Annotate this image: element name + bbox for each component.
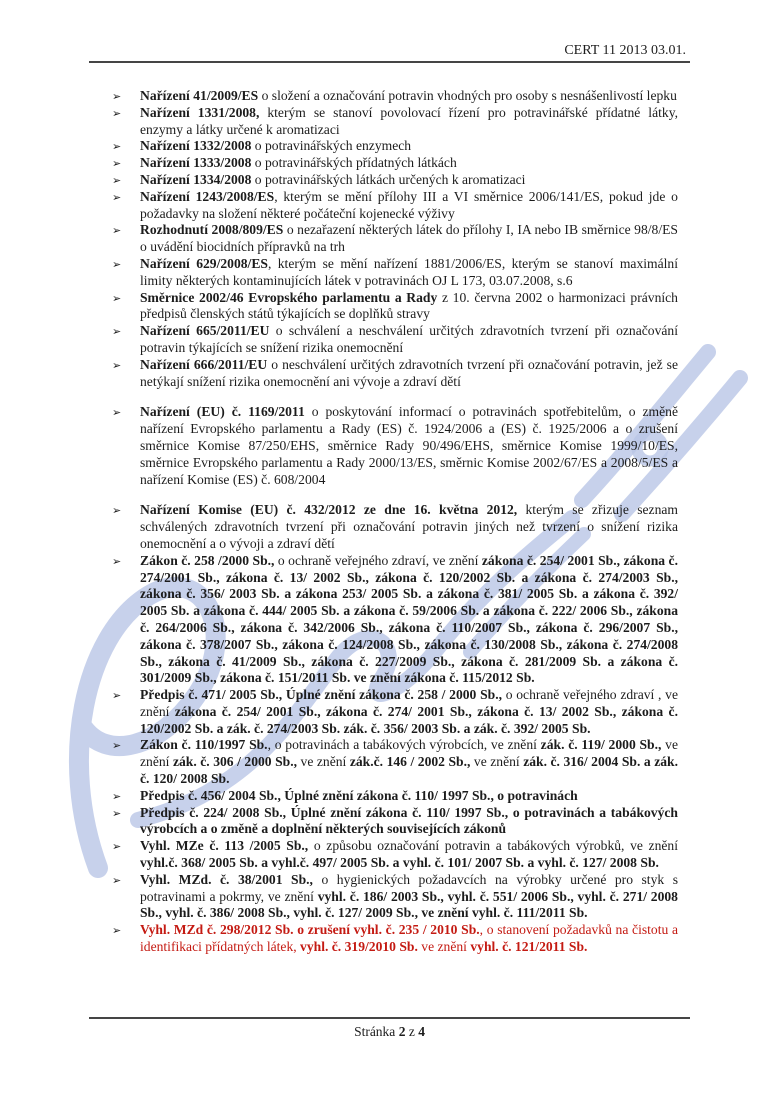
doc-code: CERT 11 2013 03.01. — [564, 43, 686, 58]
footer-separator: z — [405, 1024, 419, 1039]
list-item-text: Nařízení 1331/2008, kterým se stanoví povolovací řízení pro potravinářské přídatné látky, enzymy a látky určené k aromatizaci — [140, 104, 678, 137]
list-item — [89, 404, 690, 488]
list-bullet-icon: ➢ — [112, 789, 122, 803]
list-item-text: Nařízení 666/2011/EU o neschválení určitých zdravotních tvrzení při označování potravin, jež se netýkají snížení rizika onemocnění ani vývoje a zdraví dětí — [140, 356, 678, 389]
list-bullet-icon: ➢ — [112, 291, 122, 305]
list-item — [89, 323, 690, 357]
list-item-text: Nařízení 1334/2008 o potravinářských látkách určených k aromatizaci — [140, 171, 526, 187]
list-bullet-icon: ➢ — [112, 739, 122, 753]
list-item-text: Nařízení 665/2011/EU o schválení a neschválení určitých zdravotních tvrzení při označování potravin týkajících se snížení rizika onemocnění — [140, 323, 678, 355]
list-item — [89, 138, 690, 155]
list-bullet-icon: ➢ — [112, 257, 122, 271]
list-item — [89, 189, 690, 223]
list-item — [89, 290, 690, 324]
list-item — [89, 222, 690, 256]
list-item — [89, 838, 690, 872]
list-item — [89, 172, 690, 189]
list-item — [89, 256, 690, 290]
list-item — [89, 105, 690, 139]
list-bullet-icon: ➢ — [112, 325, 122, 339]
list-item — [89, 88, 690, 105]
list-item-text: Nařízení (EU) č. 1169/2011 o poskytování informací o potravinách spotřebitelům, o změně nařízení Evropského parlamentu a Rady (ES) č. 1924/2006 a (ES) č. 1925/2006 a o zrušení směrnice Komise 87/250/EHS, směrnice Rady 90/496/EHS, směrnice Komise 1999/10/ES, směrnice Evropského parlamentu a Rady 2000/13/ES, směrnic Komise 2002/67/ES a 2008/5/ES a nařízení Komise (ES) č. 608/2004 — [140, 404, 678, 487]
list-item-text: Předpis č. 471/ 2005 Sb., Úplné znění zákona č. 258 / 2000 Sb., o ochraně veřejného zdraví , ve znění zákona č. 254/ 2001 Sb., zákona č. 274/ 2001 Sb., zákona č. 13/ 2002 Sb., zákona č. 120/2002 Sb. a zák. č. 274/2003 Sb. zák. č. 356/ 2003 Sb. a zák. č. 392/ 2005 Sb. — [140, 687, 678, 736]
list-bullet-icon: ➢ — [112, 924, 122, 938]
list-bullet-icon: ➢ — [112, 689, 122, 703]
list-bullet-icon: ➢ — [112, 157, 122, 171]
list-item — [89, 687, 690, 737]
list-item — [89, 805, 690, 839]
list-item — [89, 553, 690, 687]
list-item — [89, 788, 690, 805]
list-item-text: Nařízení Komise (EU) č. 432/2012 ze dne 16. května 2012, kterým se zřizuje seznam schválených zdravotních tvrzení při označování potravin jiných než tvrzení o snížení rizika onemocnění a o vývoji a zdraví dětí — [140, 502, 678, 551]
list-item-text: Nařízení 1333/2008 o potravinářských přídatných látkách — [140, 155, 457, 171]
list-bullet-icon: ➢ — [112, 873, 122, 887]
list-bullet-icon: ➢ — [112, 140, 122, 154]
list-item — [89, 155, 690, 172]
list-item-text: Nařízení 1243/2008/ES, kterým se mění přílohy III a VI směrnice 2006/141/ES, pokud jde o požadavky na složení některé počáteční kojenecké výživy — [140, 188, 678, 221]
list-item-text: Vyhl. MZd č. 298/2012 Sb. o zrušení vyhl. č. 235 / 2010 Sb., o stanovení požadavků na čistotu a identifikaci přídatných látek, vyhl. č. 319/2010 Sb. ve znění vyhl. č. 121/2011 Sb. — [140, 922, 678, 955]
list-bullet-icon: ➢ — [112, 224, 122, 238]
list-item-text: Směrnice 2002/46 Evropského parlamentu a Rady z 10. června 2002 o harmonizaci právních předpisů členských států týkajících se doplňků stravy — [140, 289, 678, 322]
list-item-text: Zákon č. 110/1997 Sb., o potravinách a tabákových výrobcích, ve znění zák. č. 119/ 2000 Sb., ve znění zák. č. 306 / 2000 Sb., ve znění zák.č. 146 / 2002 Sb., ve znění zák. č. 316/ 2004 Sb. a zák. č. 120/ 2008 Sb. — [140, 737, 679, 787]
list-item — [89, 357, 690, 391]
list-item-text: Zákon č. 258 /2000 Sb., o ochraně veřejného zdraví, ve znění zákona č. 254/ 2001 Sb., zákona č. 274/2001 Sb., zákona č. 13/ 2002 Sb., zákona č. 120/2002 Sb. a zákona č. 274/2003 Sb., zákona č. 356/ 2003 Sb. a zákona 253/ 2005 Sb. a zákona č. 381/ 2005 Sb. a zákona č. 392/ 2005 Sb. a zákona č. 444/ 2005 Sb. a zákona č. 59/2006 Sb. a zákona č. 222/ 2006 Sb., zákona č. 264/2006 Sb., zákona č. 342/2006 Sb., zákona č. 110/2007 Sb., zákona č. 296/2007 Sb., zákona č. 378/2007 Sb., zákona č. 124/2008 Sb., zákona č. 130/2008 Sb., zákona č. 274/2008 Sb., zákona č. 41/2009 Sb., zákona č. 227/2009 Sb., zákona č. 281/2009 Sb. a zákona č. 301/2009 Sb., zákona č. 151/2011 Sb. ve znění zákona č. 115/2012 Sb. — [140, 552, 678, 686]
list-bullet-icon: ➢ — [112, 554, 122, 568]
list-item-text: Předpis č. 224/ 2008 Sb., Úplné znění zákona č. 110/ 1997 Sb., o potravinách a tabákových výrobcích a o změně a doplnění některých souvisejících zákonů — [140, 804, 678, 837]
list-item — [89, 737, 690, 787]
regulation-list — [89, 88, 690, 956]
list-item-text: Nařízení 1332/2008 o potravinářských enzymech — [140, 138, 412, 154]
footer-label: Stránka — [354, 1024, 399, 1039]
list-item — [89, 502, 690, 552]
list-item-text: Vyhl. MZd. č. 38/2001 Sb., o hygienických požadavcích na výrobky určené pro styk s potravinami a pokrmy, ve znění vyhl. č. 186/ 2003 Sb., vyhl. č. 551/ 2006 Sb., vyhl. č. 271/ 2008 Sb., vyhl. č. 386/ 2008 Sb., vyhl. č. 127/ 2009 Sb., ve znění vyhl. č. 111/2011 Sb. — [140, 871, 678, 921]
list-item — [89, 872, 690, 922]
list-item-text: Nařízení 41/2009/ES o složení a označování potravin vhodných pro osoby s nesnášenlivostí lepku — [140, 88, 677, 103]
list-item-text: Vyhl. MZe č. 113 /2005 Sb., o způsobu označování potravin a tabákových výrobků, ve znění vyhl.č. 368/ 2005 Sb. a vyhl.č. 497/ 2005 Sb. a vyhl. č. 101/ 2007 Sb. a vyhl. č. 127/ 2008 Sb. — [140, 838, 678, 871]
list-bullet-icon: ➢ — [112, 190, 122, 204]
list-item-text: Nařízení 629/2008/ES, kterým se mění nařízení 1881/2006/ES, kterým se stanoví maximální limity některých kontaminujících látek v potravinách OJ L 173, 03.07.2008, s.6 — [140, 255, 678, 288]
list-bullet-icon: ➢ — [112, 90, 122, 103]
page-header — [89, 42, 690, 63]
list-item-text: Předpis č. 456/ 2004 Sb., Úplné znění zákona č. 110/ 1997 Sb., o potravinách — [140, 787, 578, 803]
list-bullet-icon: ➢ — [112, 106, 122, 120]
list-bullet-icon: ➢ — [112, 173, 122, 187]
footer-total-pages: 4 — [418, 1024, 425, 1039]
document-body — [89, 88, 690, 956]
list-bullet-icon: ➢ — [112, 406, 122, 420]
list-bullet-icon: ➢ — [112, 840, 122, 854]
list-item — [89, 922, 690, 956]
list-bullet-icon: ➢ — [112, 504, 122, 518]
list-bullet-icon: ➢ — [112, 358, 122, 372]
list-bullet-icon: ➢ — [112, 806, 122, 820]
list-item-text: Rozhodnutí 2008/809/ES o nezařazení některých látek do přílohy I, IA nebo IB směrnice 98/8/ES o uvádění biocidních přípravků na trh — [140, 222, 678, 255]
page-footer — [89, 1017, 690, 1040]
footer-page-number: 2 — [398, 1024, 406, 1039]
